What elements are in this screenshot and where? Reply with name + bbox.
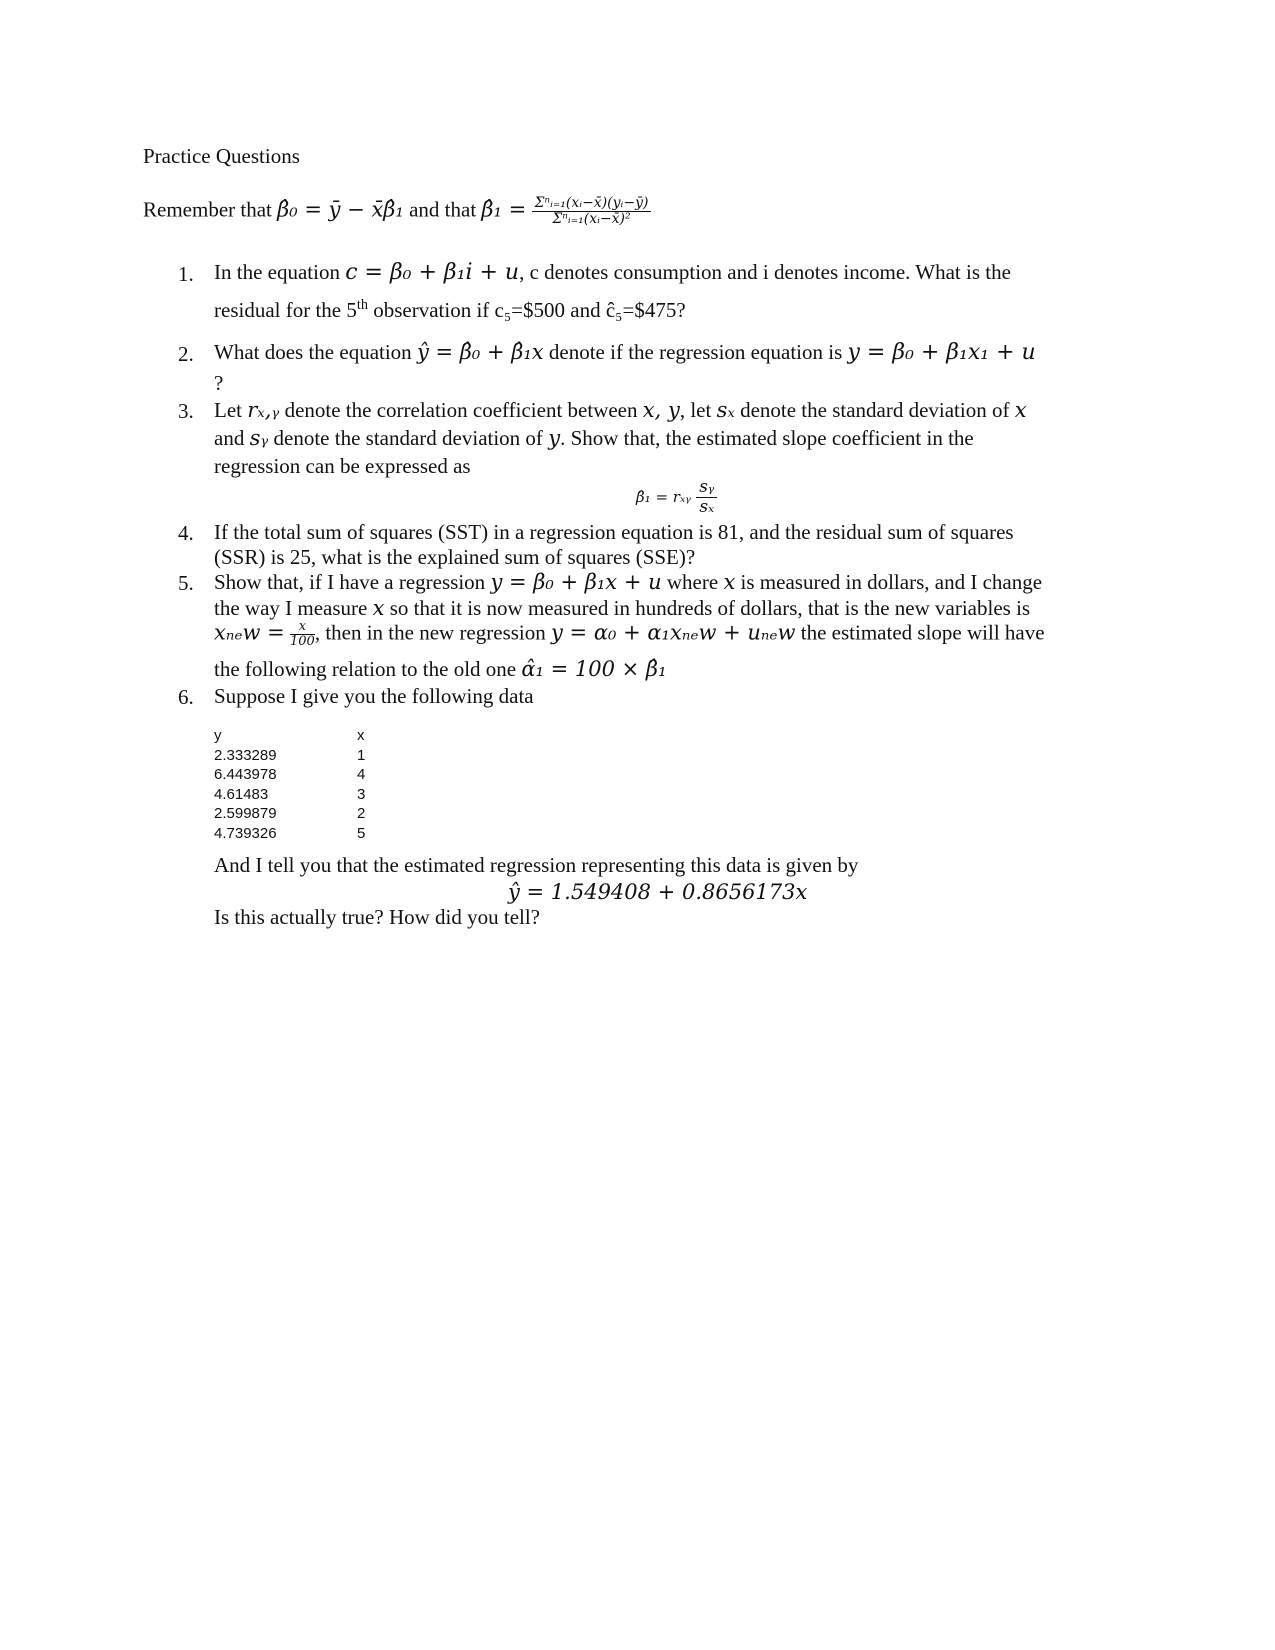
page-title: Practice Questions xyxy=(143,144,300,168)
q4-line-2: (SSR) is 25, what is the explained sum of squares (SSE)? xyxy=(214,545,696,569)
q5-equation-relation: α̂₁ = 100 × β̂₁ xyxy=(521,657,667,681)
q5-xnew-fraction xyxy=(290,620,315,650)
intro-formula-beta1-lhs: β̂₁ = xyxy=(481,197,527,222)
q5-equation-new: y = α₀ + α₁xₙₑw + uₙₑw xyxy=(551,620,796,645)
q3-text-and: and xyxy=(214,426,245,450)
q4-number: 4. xyxy=(178,521,194,545)
q5-text-then: , then in the new regression xyxy=(314,620,546,645)
table-cell-y-2: 6.443978 xyxy=(214,766,277,784)
table-cell-y-5: 4.739326 xyxy=(214,824,277,842)
q3-formula-fraction xyxy=(696,478,717,516)
q2-question-mark: ? xyxy=(214,371,224,395)
q6-equation: ŷ = 1.549408 + 0.8656173x xyxy=(508,880,808,904)
q1-line-2 xyxy=(214,298,686,323)
q3-text-let2: , let xyxy=(679,398,712,422)
q5-xnew: xₙₑw = xyxy=(214,620,285,645)
q3-x: x xyxy=(1014,398,1027,422)
q3-text-sd: denote the standard deviation of xyxy=(740,398,1010,422)
q1-line-1 xyxy=(214,260,1011,286)
q5-fraction-denominator: 100 xyxy=(289,634,315,650)
q3-line-1 xyxy=(214,398,1027,423)
intro-text-2: and that xyxy=(409,197,477,222)
q3-xy: x, y xyxy=(642,398,680,422)
table-header-y: y xyxy=(214,727,222,744)
table-cell-y-4: 2.599879 xyxy=(214,805,277,823)
q2-number: 2. xyxy=(178,342,194,366)
table-cell-x-5: 5 xyxy=(357,824,366,842)
q4-line-1: If the total sum of squares (SST) in a regression equation is 81, and the residual sum of squares xyxy=(214,520,1014,544)
data-table-y-column xyxy=(214,726,277,844)
table-cell-y-3: 4.61483 xyxy=(214,785,269,803)
q1-text-c: residual for the 5 xyxy=(214,298,357,322)
q3-number: 3. xyxy=(178,399,194,423)
intro-line xyxy=(143,196,651,228)
q3-line-2 xyxy=(214,426,974,451)
q3-formula-denominator: sₓ xyxy=(699,496,715,517)
q5-text-relation: the following relation to the old one xyxy=(214,657,517,681)
q5-fraction-numerator: x xyxy=(290,620,315,635)
q6-regression-equation xyxy=(508,880,807,905)
q2-text-b: denote if the regression equation is xyxy=(548,340,843,364)
q5-text-way: the way I measure xyxy=(214,596,368,620)
q3-rxy: rₓ,ᵧ xyxy=(247,398,280,422)
table-cell-y-1: 2.333289 xyxy=(214,746,277,764)
q6-line-1: Suppose I give you the following data xyxy=(214,684,534,708)
q3-sy: sᵧ xyxy=(249,426,269,450)
q1-text-b: , c denotes consumption and i denotes income. What is the xyxy=(519,260,1011,284)
q5-text-a: Show that, if I have a regression xyxy=(214,570,486,594)
q5-number: 5. xyxy=(178,571,194,595)
intro-fraction-numerator: Σⁿᵢ₌₁(xᵢ−x̄)(yᵢ−ȳ) xyxy=(532,196,652,212)
q3-line-3: regression can be expressed as xyxy=(214,454,471,478)
intro-formula-beta1-fraction xyxy=(532,196,652,228)
q5-text-so: so that it is now measured in hundreds of dollars, that is the new variables is xyxy=(389,596,1031,620)
q3-y: y xyxy=(548,426,561,450)
q6-after-line-2: Is this actually true? How did you tell? xyxy=(214,905,541,929)
intro-text-1: Remember that xyxy=(143,197,272,222)
q2-equation-model: y = β₀ + β₁x₁ + u xyxy=(847,340,1036,365)
q5-text-c: is measured in dollars, and I change xyxy=(740,570,1043,594)
q6-after-line-1: And I tell you that the estimated regression representing this data is given by xyxy=(214,853,859,877)
q1-superscript: th xyxy=(356,297,368,314)
q5-line-1 xyxy=(214,570,1042,595)
q3-slope-formula xyxy=(636,478,717,516)
q1-text-a: In the equation xyxy=(214,260,340,284)
q3-formula-numerator: sᵧ xyxy=(696,478,717,498)
table-cell-x-2: 4 xyxy=(357,766,366,784)
q1-number: 1. xyxy=(178,262,194,286)
q5-line-3 xyxy=(214,620,1045,650)
q2-line-1 xyxy=(214,340,1036,366)
q3-sx: sₓ xyxy=(716,398,735,422)
q5-equation-original: y = β₀ + β₁x + u xyxy=(490,570,662,594)
q5-text-where: where xyxy=(666,570,719,594)
q3-text-sd2: denote the standard deviation of xyxy=(273,426,543,450)
table-cell-x-1: 1 xyxy=(357,746,366,764)
q5-x: x xyxy=(723,570,736,594)
intro-fraction-denominator: Σⁿᵢ₌₁(xᵢ−x̄)² xyxy=(552,211,631,228)
q5-x-2: x xyxy=(372,596,385,620)
q6-number: 6. xyxy=(178,685,194,709)
q1-text-d: observation if c₅=$500 and ĉ₅=$475? xyxy=(367,298,686,322)
q1-equation: c = β₀ + β₁i + u xyxy=(345,260,520,285)
q5-text-slope: the estimated slope will have xyxy=(800,620,1045,645)
q3-text-show: . Show that, the estimated slope coefficient in the xyxy=(560,426,974,450)
table-cell-x-4: 2 xyxy=(357,805,366,823)
table-header-x: x xyxy=(357,727,365,744)
q3-text-corr: denote the correlation coefficient between xyxy=(284,398,638,422)
table-cell-x-3: 3 xyxy=(357,785,366,803)
q2-text-a: What does the equation xyxy=(214,340,412,364)
q5-line-4 xyxy=(214,657,667,682)
q2-equation-fitted: ŷ = β̂₀ + β̂₁x xyxy=(416,340,544,364)
intro-formula-beta0: β̂₀ = ȳ − x̄β̂₁ xyxy=(277,197,404,222)
q5-line-2 xyxy=(214,596,1030,621)
q3-formula-lhs: β̂₁ = rₓᵧ xyxy=(636,488,691,506)
data-table-x-column xyxy=(357,726,365,844)
q3-text-let: Let xyxy=(214,398,242,422)
